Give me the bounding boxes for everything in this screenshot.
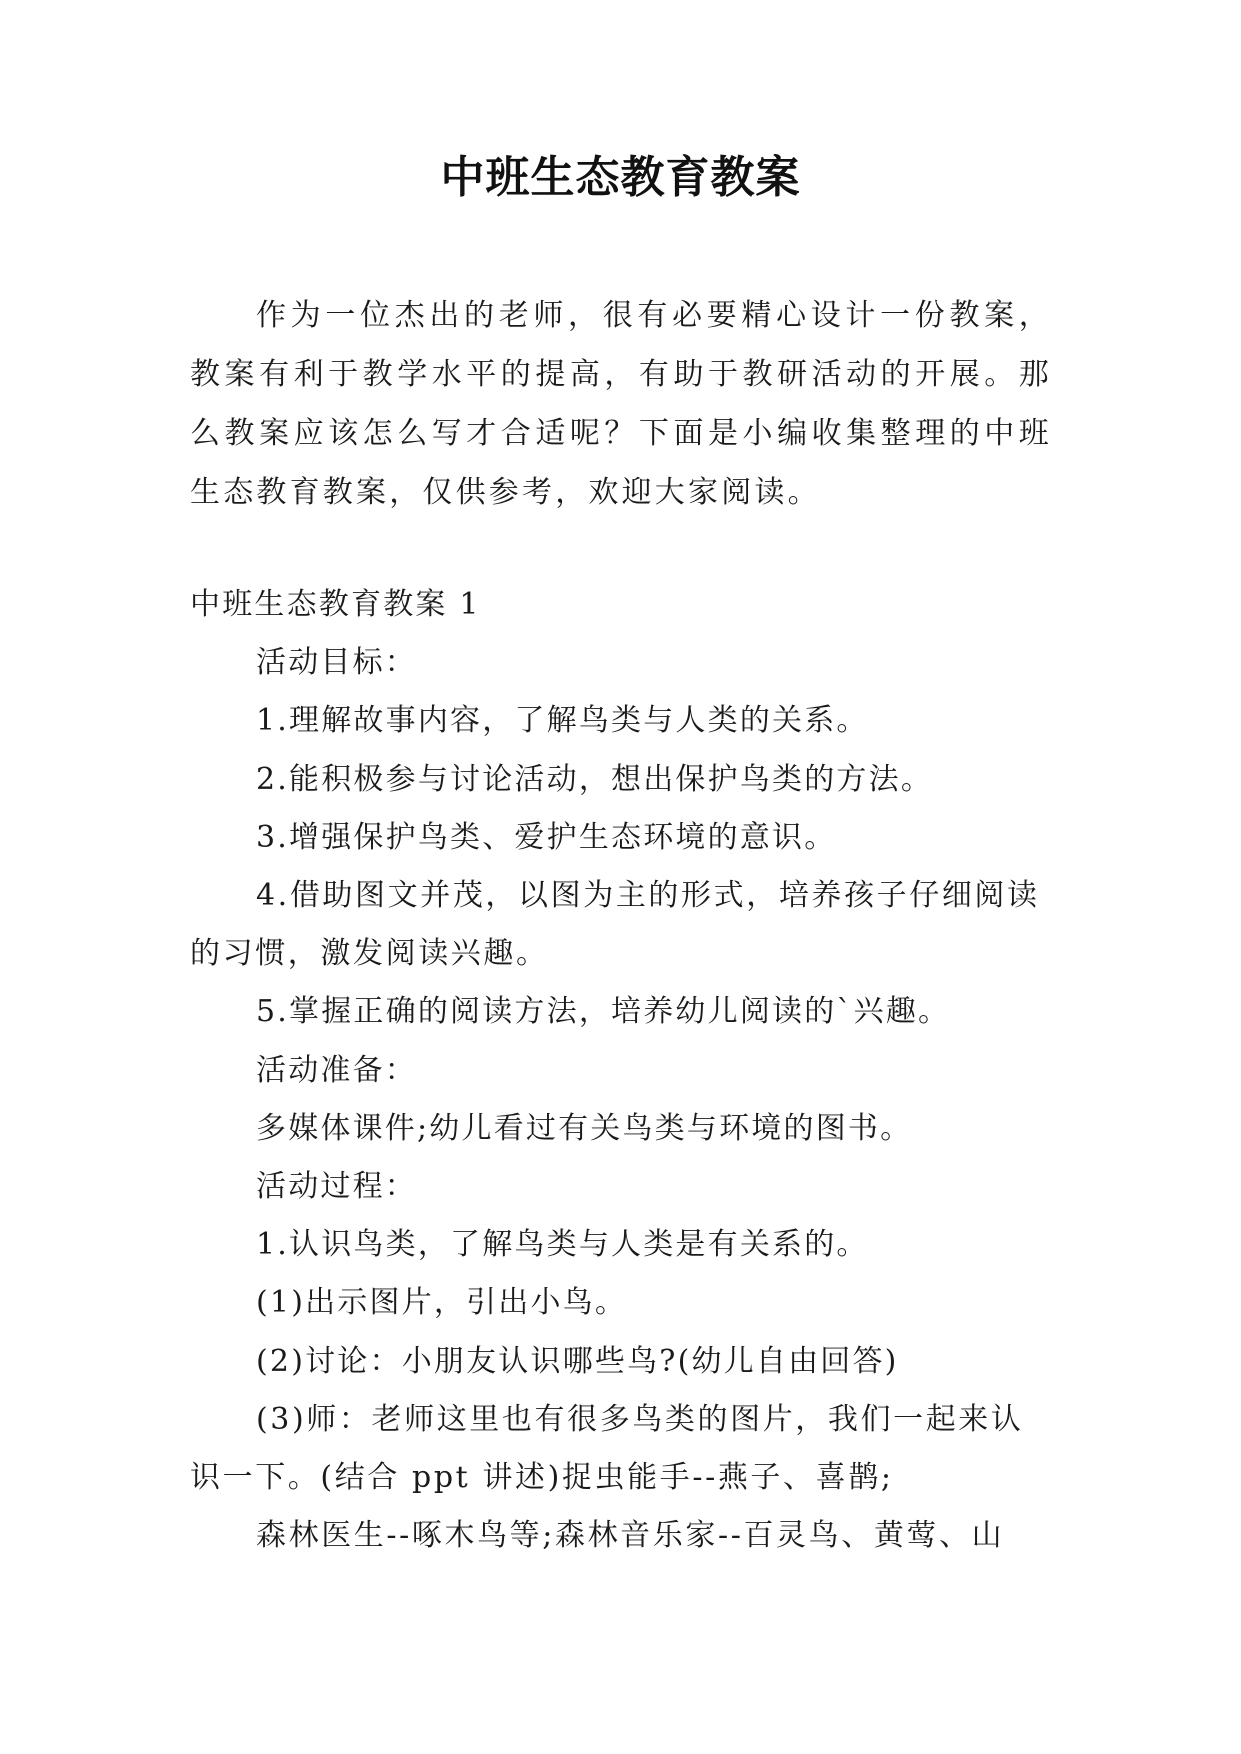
section-heading: 中班生态教育教案 1 — [190, 587, 481, 622]
prep-label: 活动准备： — [256, 1052, 417, 1088]
process-item: 森林医生--啄木鸟等;森林音乐家--百灵鸟、黄莺、山 — [256, 1518, 1005, 1554]
process-item: 1.认识鸟类，了解鸟类与人类是有关系的。 — [256, 1227, 869, 1263]
intro-paragraph: 作为一位杰出的老师，很有必要精心设计一份教案，教案有利于教学水平的提高，有助于教研活动的开展。那么教案应该怎么写才合适呢？下面是小编收集整理的中班生态教育教案，仅供参考，欢迎大家阅读。 — [190, 298, 1052, 510]
process-item: (2)讨论：小朋友认识哪些鸟?(幼儿自由回答) — [256, 1343, 899, 1379]
document-title: 中班生态教育教案 — [440, 152, 801, 203]
process-item: (3)师：老师这里也有很多鸟类的图片，我们一起来认识一下。(结合 ppt 讲述)捉虫能手--燕子、喜鹊; — [190, 1401, 1024, 1496]
prep-text: 多媒体课件;幼儿看过有关鸟类与环境的图书。 — [256, 1110, 913, 1146]
goal-item: 2.能积极参与讨论活动，想出保护鸟类的方法。 — [256, 761, 934, 797]
goal-item: 3.增强保护鸟类、爱护生态环境的意识。 — [256, 819, 837, 855]
process-item: (1)出示图片，引出小鸟。 — [256, 1285, 628, 1321]
goal-item: 1.理解故事内容，了解鸟类与人类的关系。 — [256, 703, 869, 739]
goal-item: 4.借助图文并茂，以图为主的形式，培养孩子仔细阅读的习惯，激发阅读兴趣。 — [190, 878, 1040, 972]
goal-item: 5.掌握正确的阅读方法，培养幼儿阅读的`兴趣。 — [256, 994, 951, 1030]
process-label: 活动过程： — [256, 1169, 417, 1205]
lesson-plan-content — [190, 576, 1052, 1565]
goals-label: 活动目标： — [256, 645, 417, 681]
